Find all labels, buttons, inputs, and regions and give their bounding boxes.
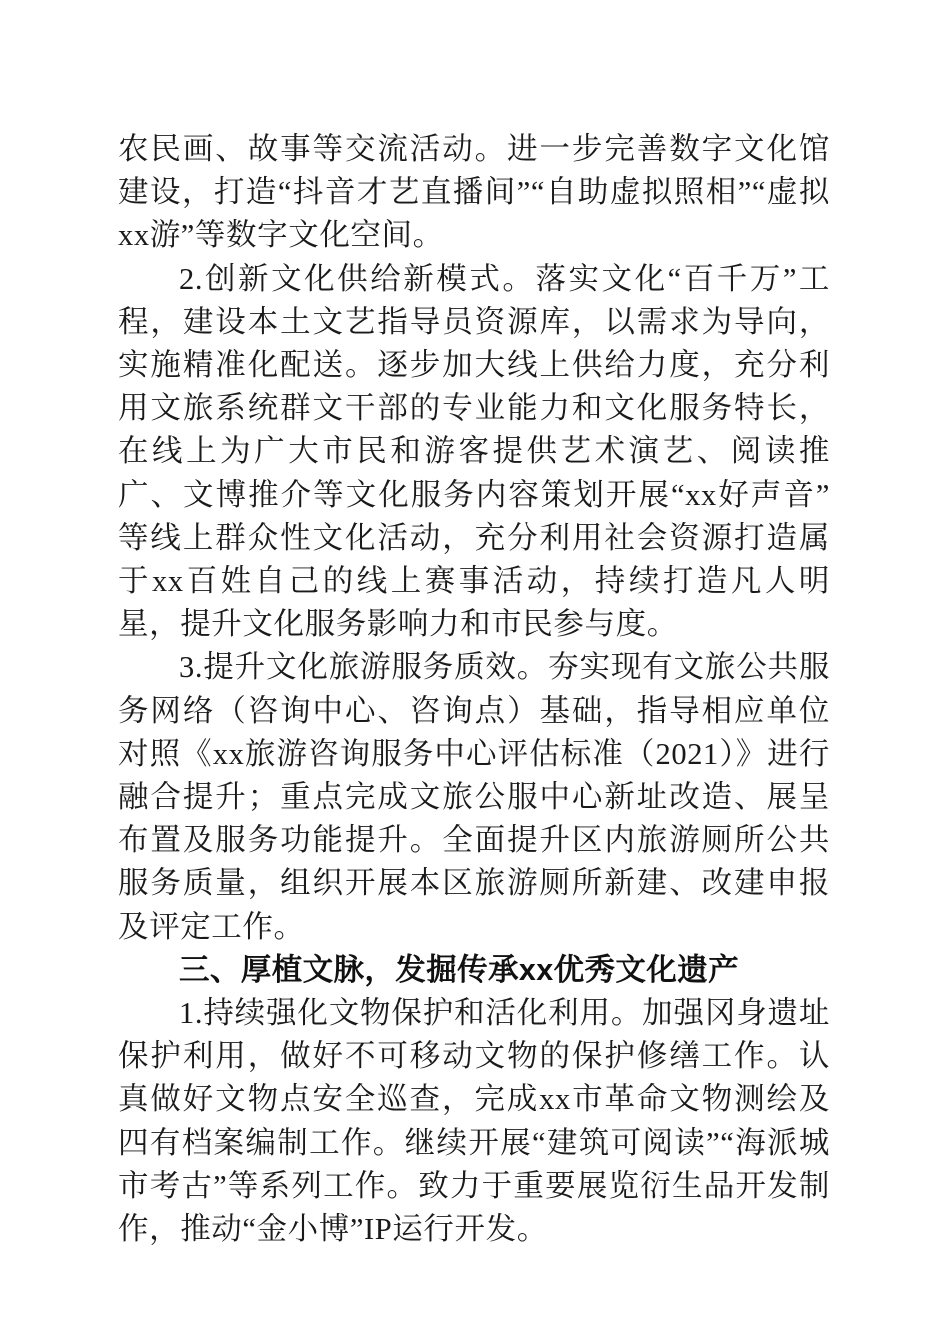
paragraph-digital-culture-space: 农民画、故事等交流活动。进一步完善数字文化馆建设，打造“抖音才艺直播间”“自助虚拟照相”“虚拟xx游”等数字文化空间。: [118, 132, 830, 253]
document-body: [118, 128, 830, 1251]
paragraph-item-1-cultural-relic-protection: 1.持续强化文物保护和活化利用。加强冈身遗址保护利用，做好不可移动文物的保护修缮工作。认真做好文物点安全巡查，完成xx市革命文物测绘及四有档案编制工作。继续开展“建筑可阅读”“海派城市考古”等系列工作。致力于重要展览衍生品开发制作，推动“金小博”IP运行开发。: [118, 996, 830, 1247]
paragraph-item-3-tourism-service-quality: 3.提升文化旅游服务质效。夯实现有文旅公共服务网络（咨询中心、咨询点）基础，指导相应单位对照《xx旅游咨询服务中心评估标准（2021）》进行融合提升；重点完成文旅公服中心新址改造、展呈布置及服务功能提升。全面提升区内旅游厕所公共服务质量，组织开展本区旅游厕所新建、改建申报及评定工作。: [118, 650, 830, 944]
paragraph-item-2-new-supply-model: 2.创新文化供给新模式。落实文化“百千万”工程，建设本土文艺指导员资源库，以需求为导向，实施精准化配送。逐步加大线上供给力度，充分利用文旅系统群文干部的专业能力和文化服务特长，在线上为广大市民和游客提供艺术演艺、阅读推广、文博推介等文化服务内容策划开展“xx好声音”等线上群众性文化活动，充分利用社会资源打造属于xx百姓自己的线上赛事活动，持续打造凡人明星，提升文化服务影响力和市民参与度。: [118, 261, 830, 642]
section-heading-three: 三、厚植文脉，发掘传承xx优秀文化遗产: [179, 952, 740, 987]
